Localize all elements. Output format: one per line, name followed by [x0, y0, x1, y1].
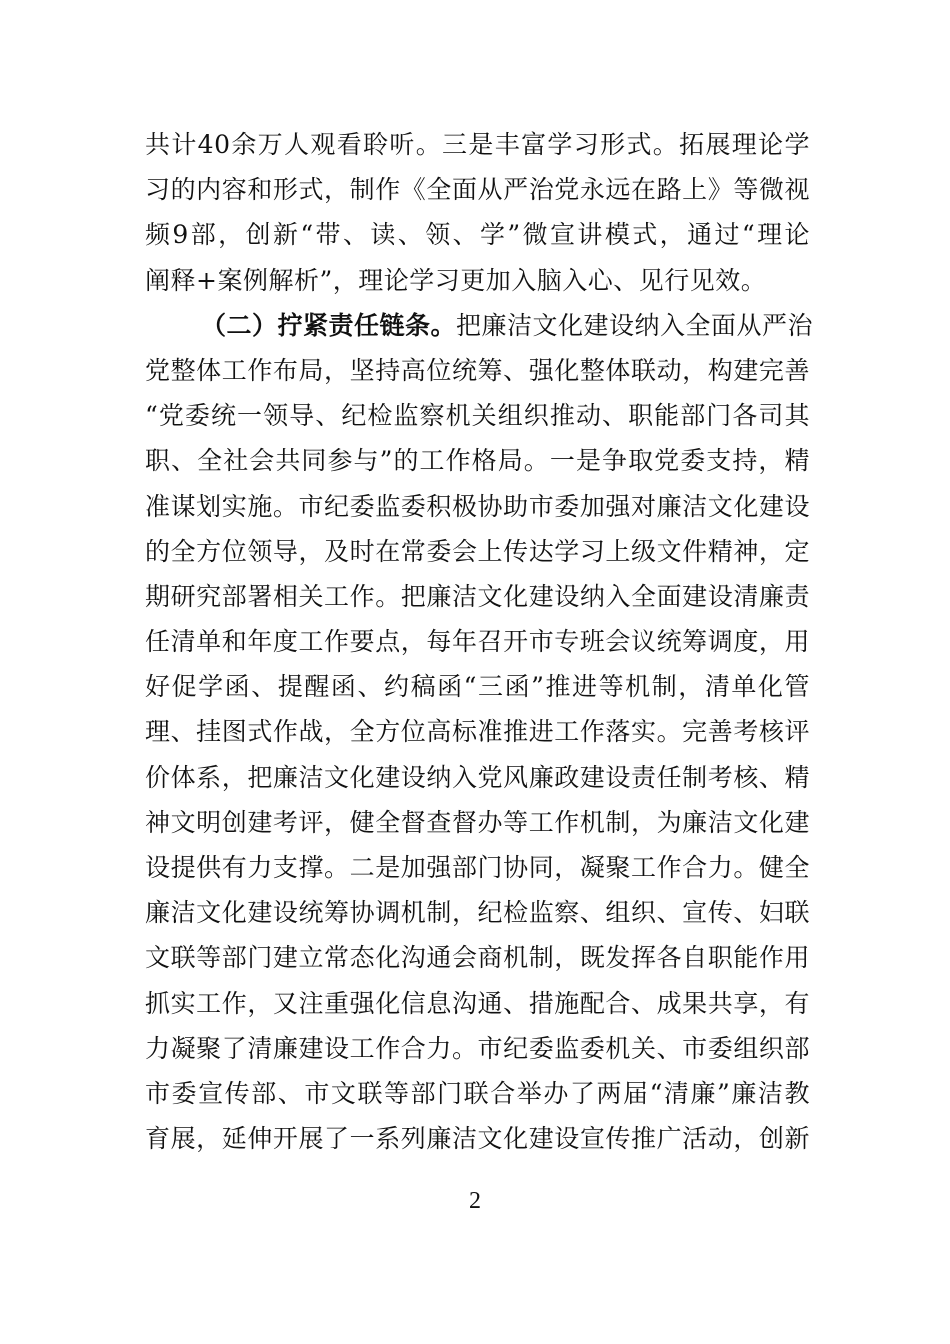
section-heading-rest: 把廉洁文化建设纳入全面从严治: [456, 310, 814, 340]
section-heading: （二）拧紧责任链条。: [201, 310, 457, 340]
text-line: 价体系，把廉洁文化建设纳入党风廉政建设责任制考核、精: [145, 762, 810, 792]
body-text: [145, 122, 814, 1161]
text-line: 设提供有力支撑。二是加强部门协同，凝聚工作合力。健全: [145, 853, 810, 882]
text-line: 理、挂图式作战，全方位高标准推进工作落实。完善考核评: [145, 717, 810, 747]
text-line: 习的内容和形式，制作《全面从严治党永远在路上》等微视: [145, 175, 810, 205]
text-line: 期研究部署相关工作。把廉洁文化建设纳入全面建设清廉责: [145, 581, 810, 611]
text-line: 文联等部门建立常态化沟通会商机制，既发挥各自职能作用: [145, 943, 810, 973]
text-line: 共计40余万人观看聆听。三是丰富学习形式。拓展理论学: [145, 130, 810, 159]
text-line: 的全方位领导，及时在常委会上传达学习上级文件精神，定: [145, 536, 810, 566]
text-line: 育展，延伸开展了一系列廉洁文化建设宣传推广活动，创新: [145, 1124, 810, 1154]
text-line: 抓实工作，又注重强化信息沟通、措施配合、成果共享，有: [145, 988, 810, 1018]
text-line: 力凝聚了清廉建设工作合力。市纪委监委机关、市委组织部: [145, 1033, 810, 1063]
text-line: 市委宣传部、市文联等部门联合举办了两届“清廉”廉洁教: [145, 1078, 810, 1108]
text-line: 职、全社会共同参与”的工作格局。一是争取党委支持，精: [145, 446, 810, 476]
text-line: 神文明创建考评，健全督查督办等工作机制，为廉洁文化建: [145, 807, 810, 837]
page-number: 2: [469, 1188, 481, 1214]
text-line: 好促学函、提醒函、约稿函“三函”推进等机制，清单化管: [145, 672, 810, 702]
section-heading-line: [145, 303, 814, 348]
text-line: 频9部，创新“带、读、领、学”微宣讲模式，通过“理论: [145, 220, 810, 250]
text-line: “党委统一领导、纪检监察机关组织推动、职能部门各司其: [145, 401, 810, 431]
text-line: 阐释+案例解析”，理论学习更加入脑入心、见行见效。: [145, 265, 767, 295]
text-line: 党整体工作布局，坚持高位统筹、强化整体联动，构建完善: [145, 355, 810, 385]
text-line: 准谋划实施。市纪委监委积极协助市委加强对廉洁文化建设: [145, 491, 810, 521]
text-line: 廉洁文化建设统筹协调机制，纪检监察、组织、宣传、妇联: [145, 898, 810, 928]
text-line: 任清单和年度工作要点，每年召开市专班会议统筹调度，用: [145, 627, 810, 657]
